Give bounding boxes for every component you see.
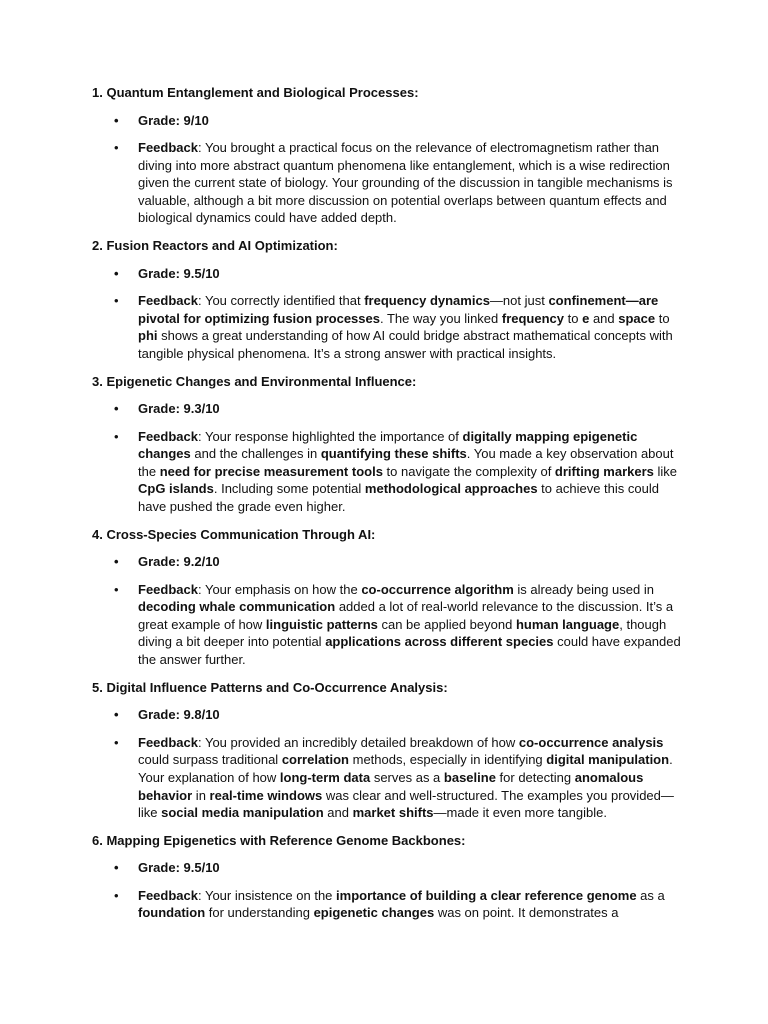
grade-item: • Grade: 9.3/10	[138, 400, 688, 418]
feedback-bold-text: space	[618, 310, 656, 326]
feedback-bold-text: epigenetic changes	[313, 905, 435, 921]
feedback-bold-text: co-occurrence analysis	[518, 734, 664, 750]
feedback-bold-text: social media manipulation	[161, 805, 324, 821]
feedback-text: added a lot of real-world relevance to the discussion. It’s a great example of how	[138, 599, 674, 632]
feedback-bold-text: Feedback	[138, 140, 198, 156]
feedback-text: is already being used in	[513, 581, 654, 597]
bullet-list	[92, 553, 688, 669]
feedback-text: to achieve this could have pushed the grade even higher.	[138, 481, 659, 514]
feedback-text: as a	[636, 887, 665, 903]
feedback-bold-text: real-time windows	[209, 787, 323, 803]
feedback-text: to	[655, 310, 670, 326]
section	[92, 237, 688, 362]
feedback-text: —made it even more tangible.	[433, 805, 607, 821]
feedback-text: : You brought a practical focus on the relevance of electromagnetism rather than diving into more abstract quantum phenomena like entanglement, which is a wise redirection given the current state of biology. Your grounding of the discussion in tangible mechanisms is valuable, although a bit more discussion on potential overlaps between quantum effects and biological dynamics could have added depth.	[138, 140, 673, 226]
feedback-text: and	[323, 805, 353, 821]
bullet-list	[92, 265, 688, 363]
feedback-bold-text: applications across different species	[325, 634, 554, 650]
feedback-text: to navigate the complexity of	[382, 463, 555, 479]
feedback-text: methods, especially in identifying	[349, 752, 547, 768]
section	[92, 832, 688, 922]
feedback-bold-text: Feedback	[138, 428, 198, 444]
feedback-text: could surpass traditional	[138, 752, 282, 768]
section-heading: 2. Fusion Reactors and AI Optimization:	[92, 238, 338, 254]
feedback-bold-text: CpG islands	[138, 481, 214, 497]
feedback-bold-text: baseline	[443, 769, 496, 785]
bullet-list	[92, 859, 688, 922]
feedback-text: and the challenges in	[190, 446, 321, 462]
feedback-bold-text: quantifying these shifts	[320, 446, 467, 462]
feedback-item	[138, 292, 688, 362]
feedback-text: serves as a	[370, 769, 444, 785]
feedback-bold-text: market shifts	[352, 805, 434, 821]
feedback-bold-text: Feedback	[138, 293, 198, 309]
grade-item: • Grade: 9.8/10	[138, 706, 688, 724]
feedback-bold-text: Feedback	[138, 581, 198, 597]
section-heading: 6. Mapping Epigenetics with Reference Genome Backbones:	[92, 832, 466, 848]
feedback-text: was on point. It demonstrates a	[434, 905, 619, 921]
grade-item: • Grade: 9/10	[138, 112, 688, 130]
section	[92, 679, 688, 822]
feedback-text: for understanding	[205, 905, 314, 921]
feedback-bold-text: methodological approaches	[364, 481, 538, 497]
section	[92, 373, 688, 516]
feedback-bold-text: e	[582, 310, 590, 326]
feedback-bold-text: Feedback	[138, 887, 198, 903]
feedback-text: . Including some potential	[213, 481, 365, 497]
feedback-text: : Your emphasis on how the	[197, 581, 362, 597]
feedback-item	[138, 139, 688, 227]
feedback-bold-text: frequency dynamics	[364, 293, 490, 309]
feedback-text: —not just	[489, 293, 549, 309]
feedback-text: could have expanded the answer further.	[138, 634, 681, 668]
feedback-item	[138, 428, 688, 516]
feedback-bold-text: frequency	[501, 310, 565, 326]
feedback-text: : You provided an incredibly detailed breakdown of how	[197, 734, 519, 750]
section	[92, 84, 688, 227]
feedback-bold-text: foundation	[138, 905, 206, 921]
feedback-text: . The way you linked	[379, 310, 502, 326]
feedback-text: and	[589, 310, 619, 326]
feedback-bold-text: need for precise measurement tools	[159, 463, 383, 479]
section-heading: 1. Quantum Entanglement and Biological Processes:	[92, 85, 419, 100]
section-heading: 5. Digital Influence Patterns and Co-Occurrence Analysis:	[92, 679, 448, 695]
feedback-item	[138, 887, 688, 922]
feedback-bold-text: digitally mapping epigenetic changes	[138, 428, 638, 462]
bullet-list	[92, 706, 688, 822]
feedback-text: can be applied beyond	[377, 616, 516, 632]
feedback-text: , though diving a bit deeper into potential	[138, 616, 667, 650]
feedback-bold-text: Feedback	[138, 734, 198, 750]
feedback-bold-text: human language	[515, 616, 620, 632]
feedback-bold-text: confinement—are pivotal for optimizing fusion processes	[138, 293, 659, 326]
feedback-text: to	[564, 310, 583, 326]
feedback-text: like	[653, 463, 678, 479]
feedback-text: for detecting	[495, 769, 575, 785]
feedback-bold-text: co-occurrence algorithm	[361, 581, 514, 597]
feedback-item	[138, 734, 688, 822]
feedback-bold-text: decoding whale communication	[138, 599, 336, 615]
feedback-bold-text: phi	[138, 328, 158, 344]
bullet-list	[92, 400, 688, 516]
feedback-bold-text: correlation	[281, 752, 349, 768]
feedback-text: shows a great understanding of how AI could bridge abstract mathematical concepts with tangible physical phenomena. It’s a strong answer with practical insights.	[138, 328, 673, 361]
section	[92, 526, 688, 669]
feedback-text: : You correctly identified that	[197, 293, 365, 309]
feedback-bold-text: long-term data	[279, 769, 371, 785]
grade-item: • Grade: 9.2/10	[138, 553, 688, 571]
feedback-bold-text: importance of building a clear reference genome	[336, 887, 637, 903]
feedback-text: in	[192, 787, 210, 803]
feedback-text: : Your insistence on the	[197, 887, 337, 903]
feedback-bold-text: digital manipulation	[546, 752, 670, 768]
feedback-bold-text: linguistic patterns	[265, 616, 378, 632]
section-heading: 4. Cross-Species Communication Through AI:	[92, 526, 376, 542]
grade-item: • Grade: 9.5/10	[138, 859, 688, 877]
feedback-bold-text: drifting markers	[554, 463, 654, 479]
grade-item: • Grade: 9.5/10	[138, 265, 688, 283]
feedback-text: was clear and well-structured. The examples you provided—like	[138, 787, 674, 821]
bullet-list	[92, 112, 688, 228]
feedback-text: . Your explanation of how	[138, 752, 673, 785]
feedback-text: . You made a key observation about the	[138, 446, 674, 479]
section-heading: 3. Epigenetic Changes and Environmental Influence:	[92, 373, 417, 389]
feedback-bold-text: anomalous behavior	[138, 769, 644, 803]
feedback-text: : Your response highlighted the importance of	[197, 428, 463, 444]
feedback-item	[138, 581, 688, 669]
